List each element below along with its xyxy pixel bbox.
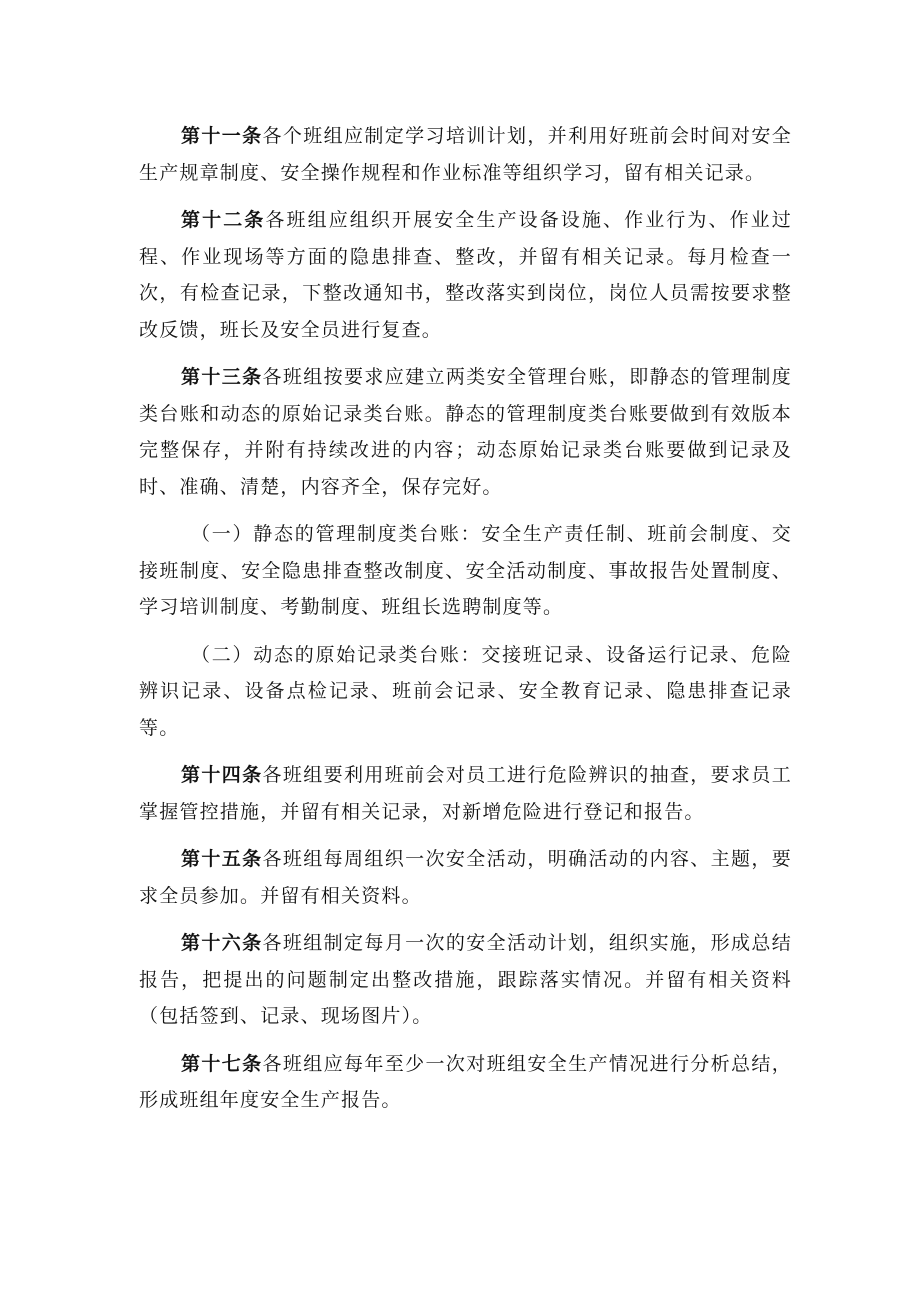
article-15-heading: 第十五条 xyxy=(181,848,263,870)
article-16-heading: 第十六条 xyxy=(181,932,263,954)
article-12-heading: 第十二条 xyxy=(181,209,266,231)
article-16-text: 各班组制定每月一次的安全活动计划，组织实施，形成总结报告，把提出的问题制定出整改措施，跟踪落实情况。并留有相关资料（包括签到、记录、现场图片）。 xyxy=(139,932,792,1027)
article-11 xyxy=(139,118,792,191)
article-13-item-1 xyxy=(139,516,792,626)
article-13-text: 各班组按要求应建立两类安全管理台账，即静态的管理制度类台账和动态的原始记录类台账。静态的管理制度类台账要做到有效版本完整保存，并附有持续改进的内容；动态原始记录类台账要做到记录及时、准确、清楚，内容齐全，保存完好。 xyxy=(139,366,792,498)
article-12 xyxy=(139,202,792,348)
article-14 xyxy=(139,757,792,830)
article-15-text: 各班组每周组织一次安全活动，明确活动的内容、主题，要求全员参加。并留有相关资料。 xyxy=(139,848,792,907)
article-13-heading: 第十三条 xyxy=(181,366,263,388)
article-13 xyxy=(139,359,792,505)
article-13-item-2 xyxy=(139,637,792,747)
article-16 xyxy=(139,925,792,1035)
article-11-text: 各个班组应制定学习培训计划，并利用好班前会时间对安全生产规章制度、安全操作规程和作业标准等组织学习，留有相关记录。 xyxy=(139,125,792,184)
article-17 xyxy=(139,1046,792,1119)
article-14-text: 各班组要利用班前会对员工进行危险辨识的抽查，要求员工掌握管控措施，并留有相关记录，对新增危险进行登记和报告。 xyxy=(139,764,792,823)
article-14-heading: 第十四条 xyxy=(181,764,263,786)
article-13-item-2-text: （二）动态的原始记录类台账：交接班记录、设备运行记录、危险辨识记录、设备点检记录、班前会记录、安全教育记录、隐患排查记录等。 xyxy=(139,643,792,739)
article-13-item-1-text: （一）静态的管理制度类台账：安全生产责任制、班前会制度、交接班制度、安全隐患排查整改制度、安全活动制度、事故报告处置制度、学习培训制度、考勤制度、班组长选聘制度等。 xyxy=(139,523,792,618)
article-15 xyxy=(139,841,792,914)
article-11-heading: 第十一条 xyxy=(181,125,263,147)
article-17-text: 各班组应每年至少一次对班组安全生产情况进行分析总结，形成班组年度安全生产报告。 xyxy=(139,1052,792,1111)
article-12-text: 各班组应组织开展安全生产设备设施、作业行为、作业过程、作业现场等方面的隐患排查、整改，并留有相关记录。每月检查一次，有检查记录，下整改通知书，整改落实到岗位，岗位人员需按要求整改反馈，班长及安全员进行复查。 xyxy=(139,209,792,341)
article-17-heading: 第十七条 xyxy=(181,1052,263,1075)
